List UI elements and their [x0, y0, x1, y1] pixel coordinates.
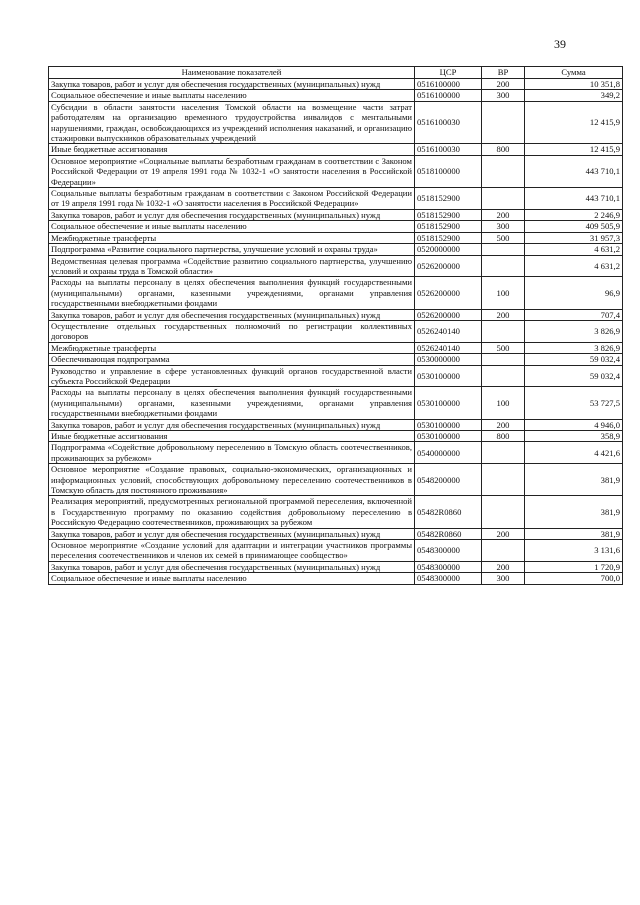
cell-sum: 2 246,9 [525, 209, 623, 220]
cell-name: Расходы на выплаты персоналу в целях обеспечения выполнения функций государственными (муниципальными) органами, казенными учреждениями, органами управления государственными внебюджетными фондами [49, 277, 415, 309]
cell-csr: 0548300000 [415, 540, 482, 562]
cell-sum: 358,9 [525, 431, 623, 442]
table-row [49, 221, 623, 232]
cell-csr: 05482R0860 [415, 528, 482, 539]
table-row [49, 277, 623, 309]
cell-vr: 200 [482, 79, 525, 90]
cell-csr: 0540000000 [415, 442, 482, 464]
table-row [49, 342, 623, 353]
cell-csr: 0526240140 [415, 342, 482, 353]
table-row [49, 561, 623, 572]
cell-vr [482, 255, 525, 277]
cell-name: Иные бюджетные ассигнования [49, 431, 415, 442]
cell-csr: 0516100000 [415, 90, 482, 101]
table-row [49, 144, 623, 155]
cell-sum: 31 957,3 [525, 232, 623, 243]
cell-csr: 05482R0860 [415, 496, 482, 528]
table-row [49, 387, 623, 419]
cell-csr: 0516100030 [415, 144, 482, 155]
cell-name: Основное мероприятие «Социальные выплаты безработным гражданам в соответствии с Законом Российской Федерации от 19 апреля 1991 года № 1032-1 «О занятости населения в Российской Федерации» [49, 155, 415, 187]
table-body [49, 79, 623, 585]
table-row [49, 496, 623, 528]
cell-vr: 100 [482, 387, 525, 419]
cell-vr [482, 155, 525, 187]
cell-csr: 0516100000 [415, 79, 482, 90]
cell-name: Социальные выплаты безработным гражданам в соответствии с Законом Российской Федерации от 19 апреля 1991 года № 1032-1 «О занятости населения в Российской Федерации» [49, 188, 415, 210]
cell-vr [482, 496, 525, 528]
table-row [49, 79, 623, 90]
cell-sum: 4 421,6 [525, 442, 623, 464]
table-row [49, 155, 623, 187]
cell-vr: 800 [482, 144, 525, 155]
table-row [49, 244, 623, 255]
table-row [49, 573, 623, 584]
table-row [49, 101, 623, 144]
cell-vr [482, 354, 525, 365]
cell-name: Осуществление отдельных государственных полномочий по регистрации коллективных договоров [49, 320, 415, 342]
cell-vr: 300 [482, 90, 525, 101]
cell-csr: 0526200000 [415, 255, 482, 277]
table-row [49, 419, 623, 430]
header-vr: ВР [482, 67, 525, 79]
cell-sum: 4 946,0 [525, 419, 623, 430]
header-name: Наименование показателей [49, 67, 415, 79]
cell-sum: 1 720,9 [525, 561, 623, 572]
cell-csr: 0518152900 [415, 232, 482, 243]
cell-name: Межбюджетные трансферты [49, 232, 415, 243]
cell-sum: 3 826,9 [525, 320, 623, 342]
cell-name: Расходы на выплаты персоналу в целях обеспечения выполнения функций государственными (муниципальными) органами, казенными учреждениями, органами управления государственными внебюджетными фондами [49, 387, 415, 419]
cell-vr [482, 442, 525, 464]
cell-name: Субсидии в области занятости населения Томской области на возмещение части затрат работодателям на организацию временного трудоустройства инвалидов с ментальными нарушениями, граждан, освобождающихся из учреждений исполнения наказаний, и организацию стажировки выпускников образовательных учреждений [49, 101, 415, 144]
cell-sum: 59 032,4 [525, 365, 623, 387]
cell-sum: 96,9 [525, 277, 623, 309]
cell-sum: 409 505,9 [525, 221, 623, 232]
cell-name: Социальное обеспечение и иные выплаты населению [49, 573, 415, 584]
cell-csr: 0530100000 [415, 387, 482, 419]
cell-vr: 200 [482, 209, 525, 220]
cell-csr: 0530100000 [415, 431, 482, 442]
cell-name: Подпрограмма «Содействие добровольному переселению в Томскую область соотечественников, проживающих за рубежом» [49, 442, 415, 464]
cell-sum: 53 727,5 [525, 387, 623, 419]
cell-name: Социальное обеспечение и иные выплаты населению [49, 90, 415, 101]
cell-vr [482, 244, 525, 255]
cell-vr [482, 540, 525, 562]
cell-name: Обеспечивающая подпрограмма [49, 354, 415, 365]
cell-name: Основное мероприятие «Создание условий для адаптации и интеграции участников программы переселения соотечественников и членов их семей в принимающее сообщество» [49, 540, 415, 562]
cell-sum: 12 415,9 [525, 144, 623, 155]
table-row [49, 442, 623, 464]
cell-csr: 0530100000 [415, 419, 482, 430]
cell-vr: 200 [482, 419, 525, 430]
header-csr: ЦСР [415, 67, 482, 79]
cell-sum: 3 131,6 [525, 540, 623, 562]
cell-vr: 300 [482, 573, 525, 584]
cell-vr [482, 320, 525, 342]
table-row [49, 365, 623, 387]
cell-name: Закупка товаров, работ и услуг для обеспечения государственных (муниципальных) нужд [49, 309, 415, 320]
cell-csr: 0520000000 [415, 244, 482, 255]
cell-vr: 100 [482, 277, 525, 309]
cell-sum: 12 415,9 [525, 101, 623, 144]
budget-table [48, 66, 623, 585]
table-header-row [49, 67, 623, 79]
table-row [49, 309, 623, 320]
cell-csr: 0526200000 [415, 309, 482, 320]
cell-csr: 0518152900 [415, 209, 482, 220]
cell-name: Основное мероприятие «Создание правовых, социально-экономических, организационных и информационных условий, способствующих добровольному переселению соотечественников в Томскую область для постоянного проживания» [49, 464, 415, 496]
table-row [49, 232, 623, 243]
table-row [49, 209, 623, 220]
table-row [49, 188, 623, 210]
cell-name: Межбюджетные трансферты [49, 342, 415, 353]
cell-csr: 0516100030 [415, 101, 482, 144]
cell-sum: 443 710,1 [525, 155, 623, 187]
cell-csr: 0526240140 [415, 320, 482, 342]
cell-vr: 500 [482, 342, 525, 353]
cell-sum: 381,9 [525, 496, 623, 528]
cell-sum: 59 032,4 [525, 354, 623, 365]
cell-vr: 200 [482, 561, 525, 572]
cell-vr: 200 [482, 528, 525, 539]
cell-name: Ведомственная целевая программа «Содействие развитию социального партнерства, улучшению условий и охраны труда в Томской области» [49, 255, 415, 277]
cell-name: Иные бюджетные ассигнования [49, 144, 415, 155]
cell-vr: 200 [482, 309, 525, 320]
cell-csr: 0518100000 [415, 155, 482, 187]
cell-csr: 0518152900 [415, 188, 482, 210]
table-row [49, 90, 623, 101]
cell-vr: 800 [482, 431, 525, 442]
cell-name: Закупка товаров, работ и услуг для обеспечения государственных (муниципальных) нужд [49, 209, 415, 220]
cell-csr: 0518152900 [415, 221, 482, 232]
cell-sum: 700,0 [525, 573, 623, 584]
table-row [49, 540, 623, 562]
cell-csr: 0530000000 [415, 354, 482, 365]
cell-csr: 0548200000 [415, 464, 482, 496]
table-row [49, 431, 623, 442]
cell-sum: 3 826,9 [525, 342, 623, 353]
page-number: 39 [554, 37, 566, 51]
table-row [49, 255, 623, 277]
table-row [49, 528, 623, 539]
cell-sum: 10 351,8 [525, 79, 623, 90]
cell-name: Реализация мероприятий, предусмотренных региональной программой переселения, включенной в Государственную программу по оказанию содействия добровольному переселению в Российскую Федерацию соотечественников, проживающих за рубежом [49, 496, 415, 528]
cell-vr [482, 188, 525, 210]
cell-name: Руководство и управление в сфере установленных функций органов государственной власти субъекта Российской Федерации [49, 365, 415, 387]
cell-vr [482, 101, 525, 144]
table-row [49, 464, 623, 496]
cell-sum: 4 631,2 [525, 255, 623, 277]
cell-name: Закупка товаров, работ и услуг для обеспечения государственных (муниципальных) нужд [49, 528, 415, 539]
cell-vr [482, 464, 525, 496]
cell-csr: 0526200000 [415, 277, 482, 309]
cell-csr: 0548300000 [415, 573, 482, 584]
cell-name: Закупка товаров, работ и услуг для обеспечения государственных (муниципальных) нужд [49, 419, 415, 430]
cell-vr: 300 [482, 221, 525, 232]
cell-sum: 443 710,1 [525, 188, 623, 210]
cell-name: Социальное обеспечение и иные выплаты населению [49, 221, 415, 232]
cell-sum: 707,4 [525, 309, 623, 320]
table-row [49, 320, 623, 342]
cell-name: Подпрограмма «Развитие социального партнерства, улучшение условий и охраны труда» [49, 244, 415, 255]
cell-name: Закупка товаров, работ и услуг для обеспечения государственных (муниципальных) нужд [49, 79, 415, 90]
cell-vr: 500 [482, 232, 525, 243]
cell-name: Закупка товаров, работ и услуг для обеспечения государственных (муниципальных) нужд [49, 561, 415, 572]
cell-csr: 0530100000 [415, 365, 482, 387]
cell-vr [482, 365, 525, 387]
cell-sum: 381,9 [525, 528, 623, 539]
header-sum: Сумма [525, 67, 623, 79]
cell-sum: 4 631,2 [525, 244, 623, 255]
cell-csr: 0548300000 [415, 561, 482, 572]
cell-sum: 349,2 [525, 90, 623, 101]
table-row [49, 354, 623, 365]
cell-sum: 381,9 [525, 464, 623, 496]
